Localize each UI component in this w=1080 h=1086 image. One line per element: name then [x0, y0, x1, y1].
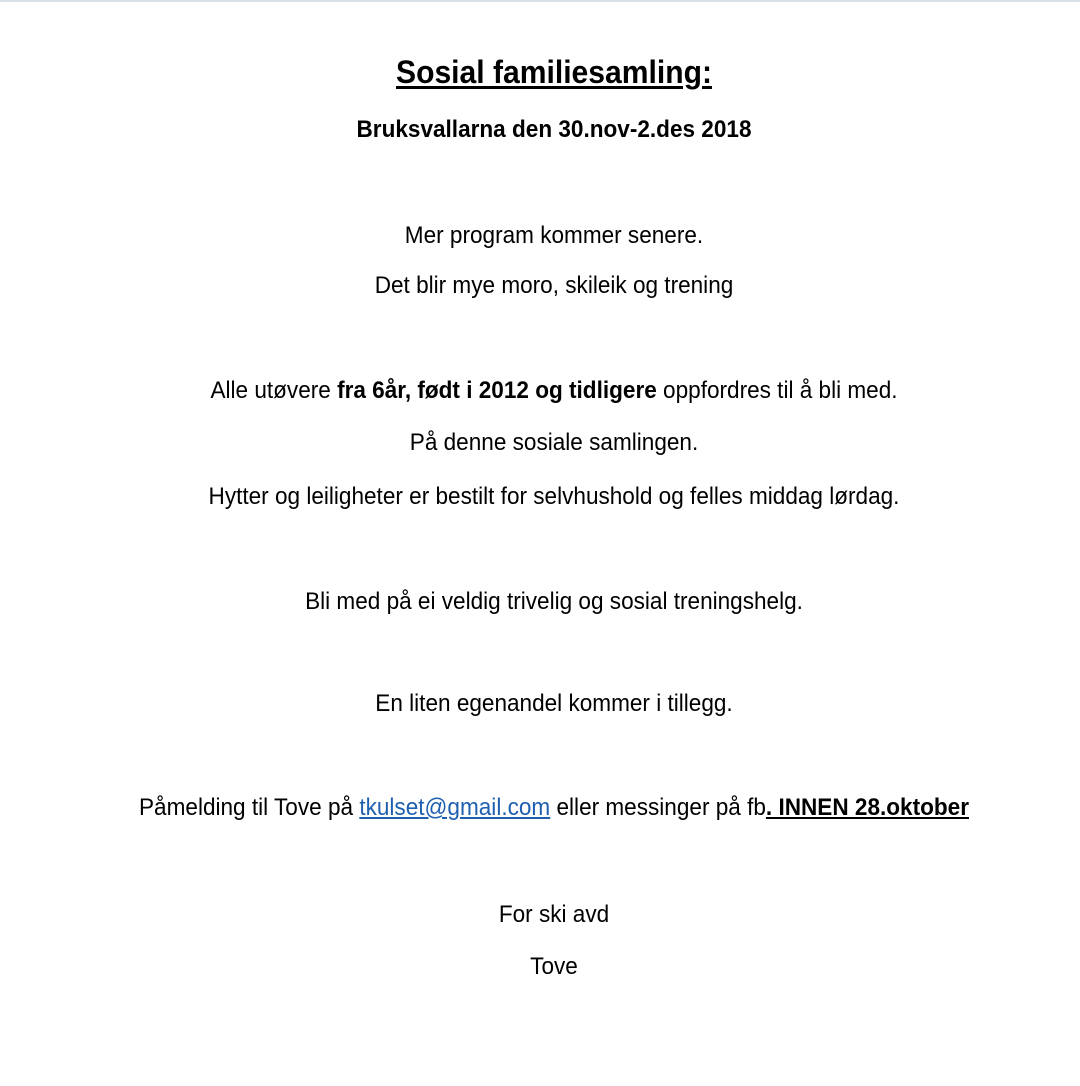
email-link[interactable]: tkulset@gmail.com	[359, 794, 551, 821]
invite-line-3: Hytter og leiligheter er bestilt for selvhushold og felles middag lørdag.	[208, 483, 900, 510]
fee-line: En liten egenandel kommer i tillegg.	[375, 690, 733, 717]
program-line-2: Det blir mye moro, skileik og trening	[374, 272, 734, 299]
invite-age-emphasis: fra 6år, født i 2012 og tidligere	[337, 377, 657, 404]
signup-prefix: Påmelding til Tove på	[139, 794, 360, 821]
event-subtitle: Bruksvallarna den 30.nov-2.des 2018	[356, 116, 752, 143]
invite-prefix: Alle utøvere	[210, 377, 338, 404]
signoff-line-1: For ski avd	[498, 901, 610, 928]
invite-suffix: oppfordres til å bli med.	[656, 377, 898, 404]
signup-middle: eller messinger på fb	[550, 794, 766, 821]
invite-line-1	[46, 376, 1061, 406]
signup-deadline: . INNEN 28.oktober	[765, 794, 969, 821]
invite-line-2: På denne sosiale samlingen.	[409, 429, 699, 456]
program-line-1: Mer program kommer senere.	[404, 222, 704, 249]
page-title: Sosial familiesamling:	[396, 54, 712, 90]
signup-line	[46, 793, 1061, 823]
join-line: Bli med på ei veldig trivelig og sosial treningshelg.	[305, 588, 803, 615]
top-border	[0, 0, 1080, 2]
signoff-line-2: Tove	[530, 953, 578, 980]
